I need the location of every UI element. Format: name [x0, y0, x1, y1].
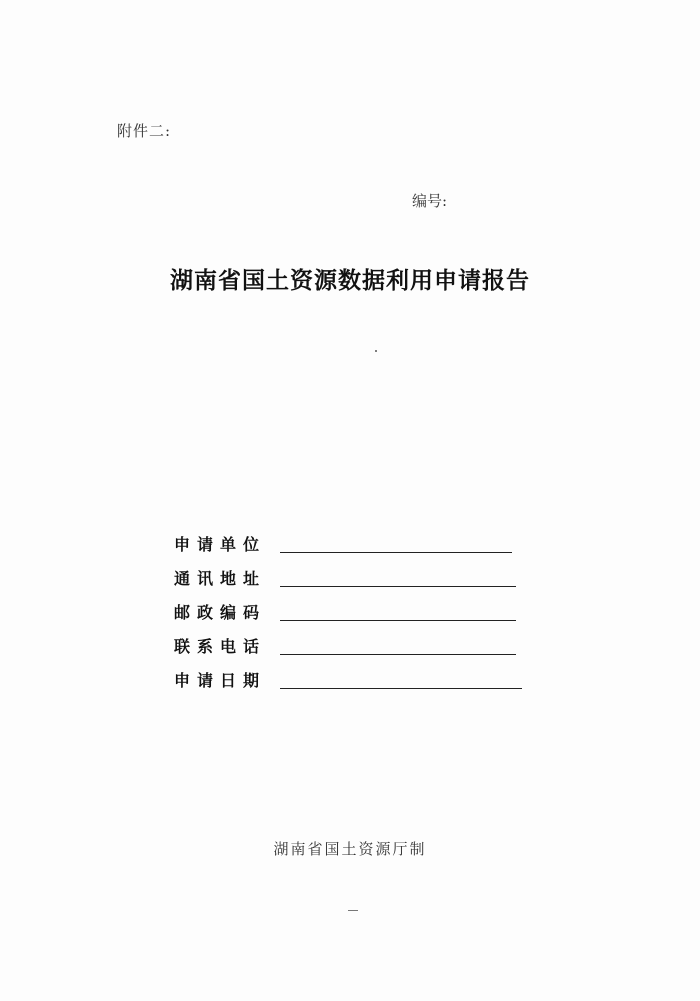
field-label-applicant-unit: 申请单位 — [174, 535, 267, 554]
applicant-form — [174, 521, 522, 691]
attachment-label: 附件二: — [117, 122, 172, 140]
field-label-address: 通讯地址 — [174, 569, 267, 588]
scan-speck — [375, 350, 377, 352]
field-line-postal-code — [280, 620, 516, 621]
field-line-date — [280, 688, 522, 689]
field-line-phone — [280, 654, 516, 655]
issuer-footer: 湖南省国土资源厅制 — [273, 840, 427, 858]
field-line-applicant-unit — [280, 552, 512, 553]
document-title: 湖南省国土资源数据利用申请报告 — [170, 268, 530, 294]
document-number-label: 编号: — [412, 192, 448, 210]
field-label-phone: 联系电话 — [174, 637, 267, 656]
form-row-date — [174, 657, 522, 691]
form-row-address — [174, 555, 522, 589]
form-row-applicant-unit — [174, 521, 522, 555]
field-label-date: 申请日期 — [174, 671, 267, 690]
field-label-postal-code: 邮政编码 — [174, 603, 267, 622]
form-row-phone — [174, 623, 522, 657]
scan-mark — [348, 910, 358, 914]
form-row-postal-code — [174, 589, 522, 623]
field-line-address — [280, 586, 516, 587]
